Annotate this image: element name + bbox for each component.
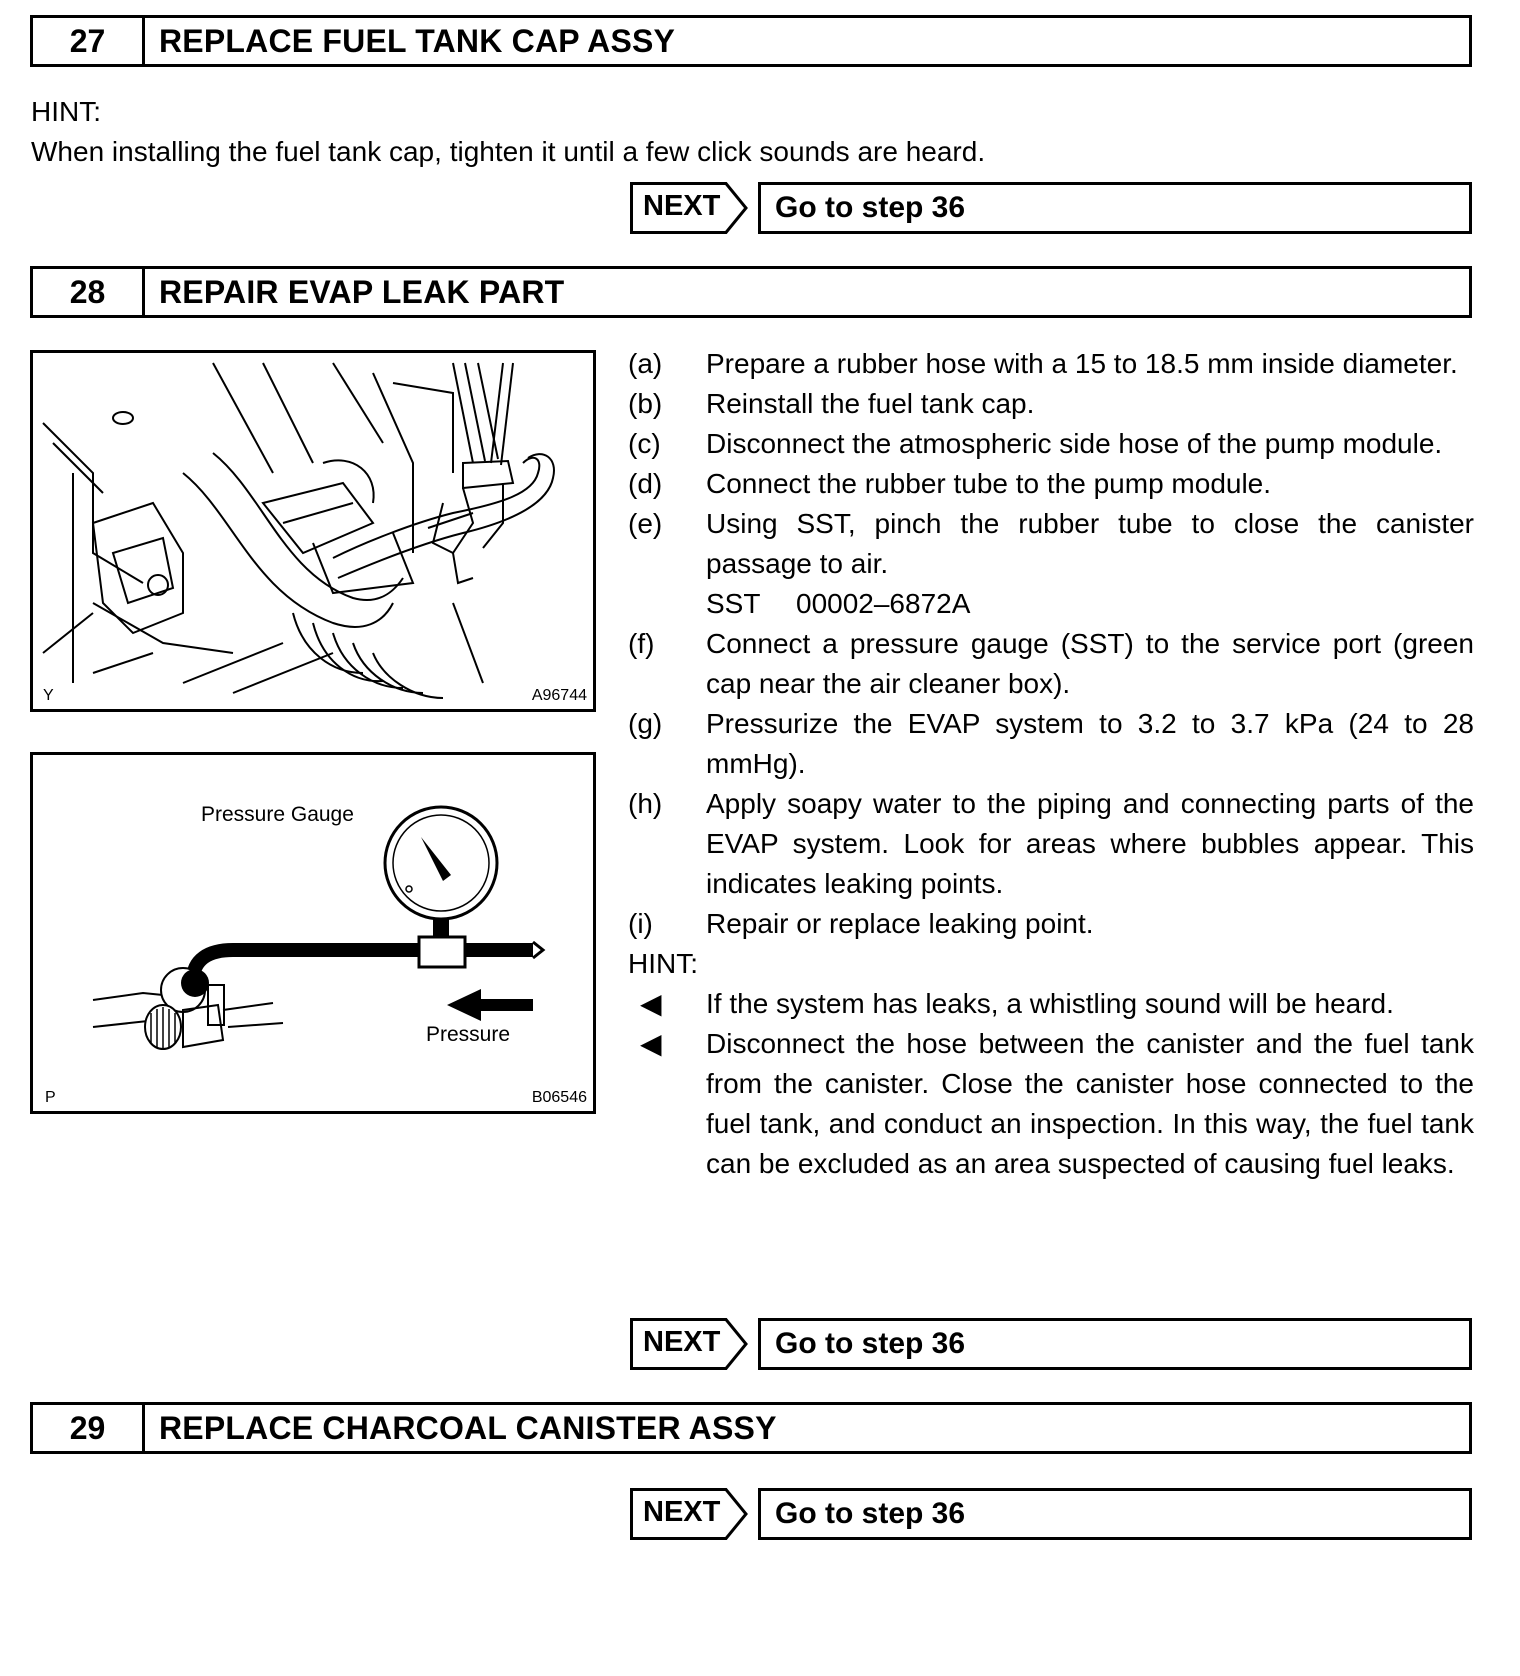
figure-pressure-gauge — [30, 752, 596, 1114]
hint-heading — [628, 944, 1474, 984]
next-button[interactable] — [630, 182, 748, 234]
item-label: (c) — [628, 428, 661, 459]
step-28-instructions — [628, 344, 1474, 1184]
item-label: (b) — [628, 388, 663, 419]
item-label: (e) — [628, 508, 663, 539]
bullet-triangle-icon: ◀ — [640, 1028, 662, 1059]
bullet-triangle-icon: ◀ — [640, 988, 662, 1019]
item-text: Disconnect the atmospheric side hose of the pump module. — [706, 428, 1443, 459]
next-row-3 — [630, 1488, 1472, 1540]
item-text: Reinstall the fuel tank cap. — [706, 388, 1035, 419]
figure-code: A96744 — [531, 687, 587, 704]
item-label: (d) — [628, 468, 663, 499]
bullet-text: Disconnect the hose between the canister and the fuel tank from the canister. Close the canister hose connected to the fuel tank, and conduct an inspection. In this way, the fuel tank can be excluded as an area suspected of causing fuel leaks. — [706, 1028, 1474, 1179]
step-title: REPAIR EVAP LEAK PART — [159, 273, 565, 310]
step-27-header — [30, 15, 1472, 67]
pressure-gauge-label: Pressure Gauge — [201, 803, 354, 826]
instruction-item — [628, 344, 1474, 384]
figure-hose-pinch — [30, 350, 596, 712]
hint-label: HINT: — [628, 948, 698, 979]
goto-step-link[interactable]: Go to step 36 — [758, 1318, 1472, 1370]
goto-step-link[interactable]: Go to step 36 — [758, 1488, 1472, 1540]
item-label: (f) — [628, 628, 655, 659]
next-label: NEXT — [643, 1326, 721, 1358]
sst-value: 00002–6872A — [796, 588, 971, 619]
sst-line — [628, 584, 1474, 624]
bullet-text: If the system has leaks, a whistling sound will be heard. — [706, 988, 1394, 1019]
step-number: 28 — [33, 269, 145, 315]
next-button[interactable] — [630, 1318, 748, 1370]
item-text: Connect the rubber tube to the pump module. — [706, 468, 1272, 499]
step-number: 27 — [33, 18, 145, 64]
step-29-header — [30, 1402, 1472, 1454]
step-title: REPLACE CHARCOAL CANISTER ASSY — [159, 1409, 777, 1446]
item-text: Pressurize the EVAP system to 3.2 to 3.7 kPa (24 to 28 mmHg). — [706, 708, 1474, 779]
instruction-item — [628, 464, 1474, 504]
instruction-item — [628, 624, 1474, 704]
next-label: NEXT — [643, 1496, 721, 1528]
item-label: (g) — [628, 708, 663, 739]
item-label: (h) — [628, 788, 663, 819]
next-button[interactable] — [630, 1488, 748, 1540]
hint-bullet — [628, 1024, 1474, 1184]
item-text: Connect a pressure gauge (SST) to the service port (green cap near the air cleaner box). — [706, 628, 1474, 699]
next-label: NEXT — [643, 190, 721, 222]
figure-corner-mark: Y — [43, 687, 54, 704]
item-text: Apply soapy water to the piping and connecting parts of the EVAP system. Look for areas where bubbles appear. This indicates leaking points. — [706, 788, 1474, 899]
item-text: Prepare a rubber hose with a 15 to 18.5 mm inside diameter. — [706, 348, 1458, 379]
hose-pinch-illustration — [33, 353, 593, 709]
figure-code: B06546 — [531, 1089, 587, 1106]
hint-label: HINT: — [31, 96, 101, 127]
step-number: 29 — [33, 1405, 145, 1451]
hint-bullet — [628, 984, 1474, 1024]
instruction-item — [628, 424, 1474, 464]
instruction-item — [628, 704, 1474, 784]
item-text: Repair or replace leaking point. — [706, 908, 1094, 939]
hint-text: When installing the fuel tank cap, tighten it until a few click sounds are heard. — [31, 136, 986, 167]
item-label: (i) — [628, 908, 653, 939]
step-28-header — [30, 266, 1472, 318]
instruction-item — [628, 784, 1474, 904]
figure-corner-mark: P — [45, 1089, 56, 1106]
step-title: REPLACE FUEL TANK CAP ASSY — [159, 22, 676, 59]
next-row-2 — [630, 1318, 1472, 1370]
sst-label: SST — [706, 588, 761, 619]
item-label: (a) — [628, 348, 663, 379]
pressure-label: Pressure — [426, 1023, 511, 1046]
item-text: Using SST, pinch the rubber tube to close the canister passage to air. — [706, 508, 1474, 579]
goto-step-link[interactable]: Go to step 36 — [758, 182, 1472, 234]
instruction-item — [628, 384, 1474, 424]
next-row-1 — [630, 182, 1472, 234]
instruction-item — [628, 504, 1474, 584]
instruction-item — [628, 904, 1474, 944]
